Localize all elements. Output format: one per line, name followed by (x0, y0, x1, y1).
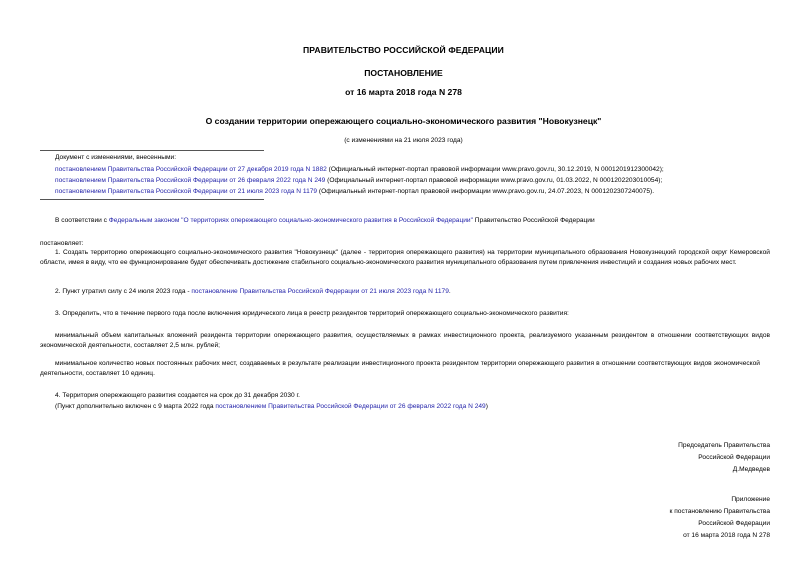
document-type: ПОСТАНОВЛЕНИЕ (364, 68, 443, 78)
paragraph-4-note (55, 401, 488, 412)
amendment-link-249[interactable]: постановлением Правительства Российской Федерации от 26 февраля 2022 года N 249 (55, 177, 326, 184)
repeal-link-1179[interactable]: постановление Правительства Российской Федерации от 21 июля 2023 года N 1179 (191, 288, 449, 295)
paragraph-3: 3. Определить, что в течение первого года после включения юридического лица в реестр резидентов территорий опережающего социально-экономического развития: (55, 310, 569, 317)
signature-organization: Российской Федерации (698, 454, 770, 461)
signature-position: Председатель Правительства (678, 442, 770, 449)
paragraph-4-note-text: ) (485, 403, 488, 410)
appendix-line: к постановлению Правительства (669, 508, 770, 515)
appendix-line: от 16 марта 2018 года N 278 (683, 532, 770, 539)
federal-law-link[interactable]: Федеральным законом "О территориях опережающего социально-экономического развития в Российской Федерации" (108, 217, 473, 224)
amendments-intro: Документ с изменениями, внесенными: (55, 154, 177, 161)
amendment-source: (Официальный интернет-портал правовой информации www.pravo.gov.ru, 01.03.2022, N 0001202203010054); (325, 177, 663, 184)
preamble-text: В соответствии с (55, 217, 109, 224)
paragraph-2 (55, 286, 451, 297)
amendment-source: (Официальный интернет-портал правовой информации www.pravo.gov.ru, 30.12.2019, N 0001201912300042); (326, 166, 664, 173)
paragraph-4-note-text: (Пункт дополнительно включен с 9 марта 2022 года (55, 403, 216, 410)
divider-bottom (40, 199, 264, 200)
document-title: О создании территории опережающего социально-экономического развития "Новокузнецк" (205, 116, 602, 126)
amendment-item (55, 164, 664, 175)
amendment-source: (Официальный интернет-портал правовой информации www.pravo.gov.ru, 24.07.2023, N 0001202307240075). (317, 188, 655, 195)
amendments-note: (с изменениями на 21 июля 2023 года) (344, 137, 463, 144)
appendix-line: Российской Федерации (698, 520, 770, 527)
government-heading: ПРАВИТЕЛЬСТВО РОССИЙСКОЙ ФЕДЕРАЦИИ (303, 45, 504, 55)
paragraph-2-text: 2. Пункт утратил силу с 24 июля 2023 года - (55, 288, 192, 295)
inclusion-link-249[interactable]: постановлением Правительства Российской Федерации от 26 февраля 2022 года N 249 (215, 403, 486, 410)
preamble-text: Правительство Российской Федерации (472, 217, 595, 224)
amendment-link-1882[interactable]: постановлением Правительства Российской Федерации от 27 декабря 2019 года N 1882 (55, 166, 327, 173)
paragraph-3b: минимальное количество новых постоянных рабочих мест, создаваемых в результате реализации инвестиционного проекта резидентом территории опережающего развития в отношении соответствующих видов экономической деятельности, составляет 10 единиц. (40, 360, 760, 377)
preamble (55, 215, 595, 226)
paragraph-3a: минимальный объем капитальных вложений резидента территории опережающего развития, осуществляемых в рамках инвестиционного проекта, реализуемого указанным резидентом в отношении соответствующих видов экономической деятельности, составляет 2,5 млн. рублей; (40, 332, 770, 349)
amendment-link-1179[interactable]: постановлением Правительства Российской Федерации от 21 июля 2023 года N 1179 (55, 188, 318, 195)
signature-block (678, 440, 770, 476)
paragraph-2-text: . (448, 288, 451, 295)
paragraph-1: 1. Создать территорию опережающего социально-экономического развития "Новокузнецк" (далее - территория опережающего развития) на территории муниципального образования Новокузнецкий городской округ Кемеровской области, имея в виду, что ее функционирование будет обеспечивать достижение стабильного социально-экономического развития муниципального образования путем привлечения инвестиций и создания новых рабочих мест. (40, 249, 770, 266)
appendix-block (670, 494, 771, 542)
signature-name: Д.Медведев (732, 466, 770, 473)
amendment-item (55, 175, 662, 186)
amendment-item (55, 186, 654, 197)
document-date-number: от 16 марта 2018 года N 278 (345, 87, 462, 97)
decrees-word: постановляет: (40, 240, 84, 247)
paragraph-4: 4. Территория опережающего развития создается на срок до 31 декабря 2030 г. (55, 392, 300, 399)
appendix-title: Приложение (731, 496, 770, 503)
divider-top (40, 150, 264, 151)
